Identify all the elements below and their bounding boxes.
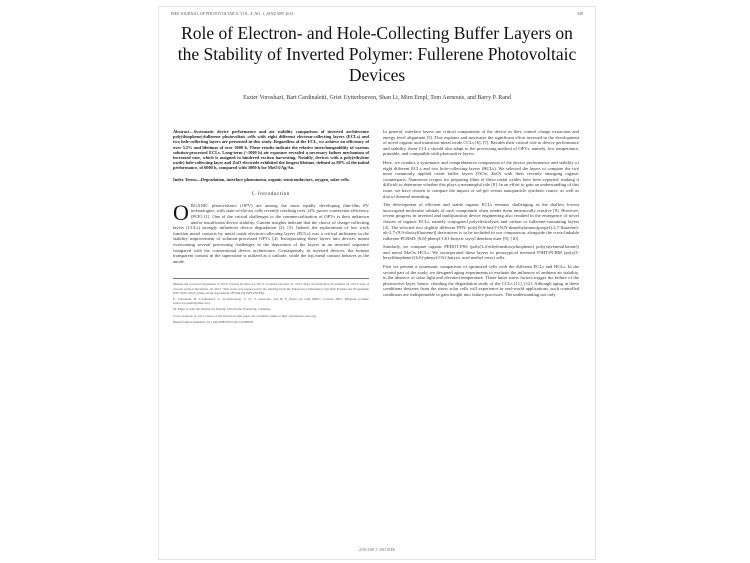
- footnote-item: Color versions of one or more of the figures in this paper are available online at http://ieeexplore.ieee.org.: [173, 313, 317, 318]
- page-footer: 2156-3381 © 2013 IEEE: [359, 548, 395, 552]
- paper-page: [158, 6, 596, 560]
- running-head: [171, 11, 583, 16]
- intro-paragraph: [173, 199, 369, 265]
- body-paragraph: First we present a systematic comparison of optimized cells with the different ECLs and HCLs. In the second part of the study, we designed aging experiments to evaluate the influence of ambient air stability, in the absence of solar light and elevated temperature. These latter stress factors trigger the failure of the photoactive layer, hence, clouding the degradation study of the CCLs [11], [12]. Although aging in these conditions deviates from the stress solar cells will experience in real-world applications, such controlled conditions are indispensable to gain insight into failure processes. The understanding not only: [383, 264, 579, 298]
- footnote-item: Digital Object Identifier 10.1109/JPHOTOV.2013.2289935: [173, 319, 254, 324]
- journal-name: IEEE JOURNAL OF PHOTOVOLTAICS, VOL. 4, NO. 1, JANUARY 2014: [171, 11, 294, 16]
- body-paragraph: Here, we conduct a systematic and comprehensive comparison of the device performance and stability of eight different ECLs and two hole-collecting layers (HCLs). We selected the layers to compare the two most commonly applied oxide buffer layers (TiOx, ZnO) with their recently emerging organic counterparts. Numerous recipes for preparing films of these metal oxides have been reported, making it difficult to determine whether this plays a meaningful role [8]. In an effort to gain an understanding of this issue, we have chosen to compare the impact of sol-gel versus nanoparticle synthetic routes, as well as that of thermal annealing.: [383, 159, 579, 199]
- footnote-item: M. Empl is with the Institut fur Physik, Universitat Wurzburg, Germany.: [173, 307, 272, 312]
- right-column: [383, 129, 579, 301]
- drop-cap: O: [173, 199, 189, 225]
- intro-text: RGANIC photovoltaics (OPV) are among the most rapidly developing thin-film PV technologies, with state-of-the-art cells recently reaching over 12% power conversion efficiency (PCE) [1]. One of the critical challenges to the commercialization of OPVs is their unknown and/or insufficient device stability. Current insights indicate that the choice of charge-collecting layers (CCLs) strongly influences device degradation [2], [3]. Indeed, the replacement of low work function metal contacts by metal oxide electron-collecting layers (ECLs) was a critical milestone in the stability improvement of solution-processed OPVs [4]. Incorporating these layers into devices meant overcoming several processing challenges in the deposition of the layers in an inverted sequence compared with the conventional device architecture. Consequently, in inverted devices, the bottom transparent contact in the superstrate is utilized as a cathode, while the top metal contact behaves as the anode.: [173, 202, 369, 264]
- index-terms: Index Terms—Degradation, interface phenomena, organic semiconductors, oxygen, solar cells.: [173, 176, 350, 182]
- abstract: Abstract—Systematic device performance and air stability comparison of inverted architecture poly(thiophene):fullerene photovoltaic cells with eight different electron-collecting layers (ECLs) and two hole-collecting layers are presented in this study. Regardless of the ECL, we achieve an efficiency of over 3.5% and lifetimes of over 3000 h. These results indicate the relative interchangeability of various solution-processed ECLs. Long-term (>1000 h) air exposure revealed a necessary failure mechanism of increased rate, which is assigned to hindered exciton harvesting. Notably, devices with a poly(ethylene oxide) hole-collecting layer and ZnO electrode exhibited the longest lifetime, defined as 80% of the initial performance, of 6000 h, compared with 3000 h for MoO3/Ag/Au.: [173, 129, 369, 171]
- footnote-item: Manuscript received September 6, 2013; revised October 22, 2013; accepted October 31, 2013. Date of publication November 22, 2013; date of current version December 16, 2013. This work was supported by the funding from the European Community's Seventh Framework Programme (FP7/2007-2013) under Grant Agreement 287594 (SUNFLOWER).: [173, 282, 369, 295]
- body-paragraph: In general, interface layers are critical components of the device as they control charge extraction and energy level alignment [5]. This explains and motivates the significant effort invested in the development of novel organic and transition metal oxide CCLs [6], [7]. Besides their critical role in device performance and stability, these CCLs should also adapt to the processing method of OPVs, namely, low temperature, printable, and compatible with photoactive layers.: [383, 129, 579, 157]
- footnotes: [173, 278, 369, 324]
- body-paragraph: Similarly, we compare organic PEDOT:PSS (poly(3,4-ethylenedioxythiophene) poly(styrenesulfonate)) and metal MoOx HCLs. We incorporated these layers in prototypical inverted P3HT:PCBM (poly(3-hexylthiophene):[6,6]-phenyl-C61-butyric acid methyl ester) cells.: [383, 244, 579, 261]
- page-number: 349: [577, 11, 583, 16]
- left-column: [173, 129, 369, 326]
- section-heading: I. Introduction: [252, 191, 290, 197]
- author-list: Eszter Voroshazi, Bart Cardinaletti, Griet Uytterhoeven, Shan Li, Mirn Empl, Tom Aernouts, and Barry P. Rand: [243, 95, 511, 101]
- paper-title: Role of Electron- and Hole-Collecting Buffer Layers on the Stability of Inverted Polymer: Fullerene Photovoltaic Devices: [177, 23, 577, 85]
- footnote-item: E. Voroshazi, B. Cardinaletti, G. Uytterhoeven, S. Li, T. Aernouts, and B. P. Rand are with IMEC, Leuven 3001, Belgium (e-mail: eszter.voroshazi@imec.be).: [173, 296, 369, 306]
- body-paragraph: The development of efficient and stable organic ECLs remains challenging as the shallow lowest unoccupied molecular orbitals of such compounds often render them intrinsically reactive [9]. However, recent progress in inverted and multijunction device engineering also resulted in the emergence of novel classes of organic ECLs, namely conjugated polyelectrolytes and carbon or fullerene-containing layers [4]. The selected two slightly different PFN: poly[(9,9-bis(3'-(N,N-dimethylamino)propyl)-2,7-fluorene)-alt-2,7-(9,9-dioctylfluorene)] derivatives is to be included in our comparison, alongside the cross-linkable fullerene PCBSD: [6,6]-phenyl-C61-butyric styryl dendron ester [9], [10].: [383, 202, 579, 241]
